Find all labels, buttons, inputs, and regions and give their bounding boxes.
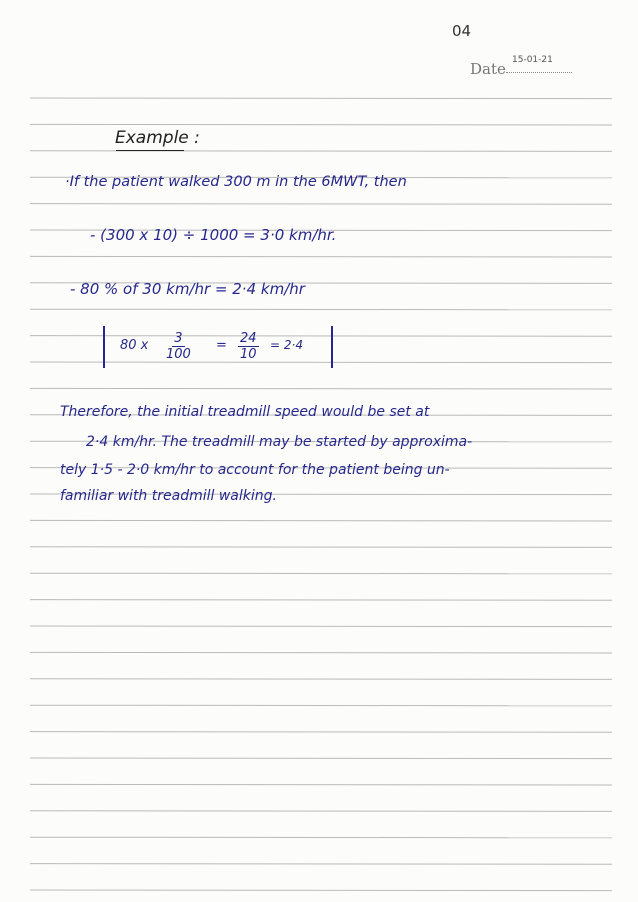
rule-line	[30, 652, 612, 653]
rule-line	[30, 837, 612, 838]
rule-line	[30, 388, 612, 389]
rule-line	[30, 309, 612, 310]
fraction-term-1: 80 x	[120, 338, 149, 353]
rule-line	[30, 124, 612, 125]
fraction-1	[166, 331, 191, 362]
fraction-2-denominator: 10	[240, 347, 257, 362]
rule-line	[30, 98, 612, 99]
rule-line	[30, 679, 612, 680]
paragraph-line-4: familiar with treadmill walking.	[60, 488, 277, 504]
rule-line	[30, 811, 612, 812]
paragraph-line-2: 2·4 km/hr. The treadmill may be started by approxima-	[86, 434, 473, 450]
rule-line	[30, 890, 612, 891]
fraction-1-numerator: 3	[174, 331, 183, 346]
paragraph-line-1: Therefore, the initial treadmill speed would be set at	[60, 404, 430, 420]
fraction-2-numerator: 24	[240, 331, 257, 346]
date-underline	[506, 72, 572, 73]
fraction-1-denominator: 100	[166, 347, 191, 362]
rule-line	[30, 864, 612, 865]
date-value: 15-01-21	[512, 55, 553, 65]
rule-line	[30, 758, 612, 759]
rule-line	[30, 520, 612, 521]
rule-line	[30, 784, 612, 785]
example-title-underline	[116, 150, 184, 151]
rule-line	[30, 626, 612, 627]
paragraph-line-3: tely 1·5 - 2·0 km/hr to account for the patient being un-	[60, 462, 450, 478]
rule-line	[30, 204, 612, 205]
rule-line	[30, 705, 612, 706]
date-label: Date	[470, 60, 506, 78]
rule-line	[30, 600, 612, 601]
fraction-equals: =	[216, 338, 227, 353]
rule-line	[30, 732, 612, 733]
fraction-2	[238, 331, 259, 362]
rule-line	[30, 573, 612, 574]
fraction-result: = 2·4	[270, 338, 303, 352]
rule-line	[30, 256, 612, 257]
calculation-line-1: - (300 x 10) ÷ 1000 = 3·0 km/hr.	[90, 226, 337, 244]
intro-line: ·If the patient walked 300 m in the 6MWT, then	[65, 174, 407, 190]
page-number: 04	[452, 22, 472, 40]
rule-line	[30, 547, 612, 548]
example-title: Example :	[115, 128, 200, 148]
calculation-line-2: - 80 % of 30 km/hr = 2·4 km/hr	[70, 280, 305, 298]
